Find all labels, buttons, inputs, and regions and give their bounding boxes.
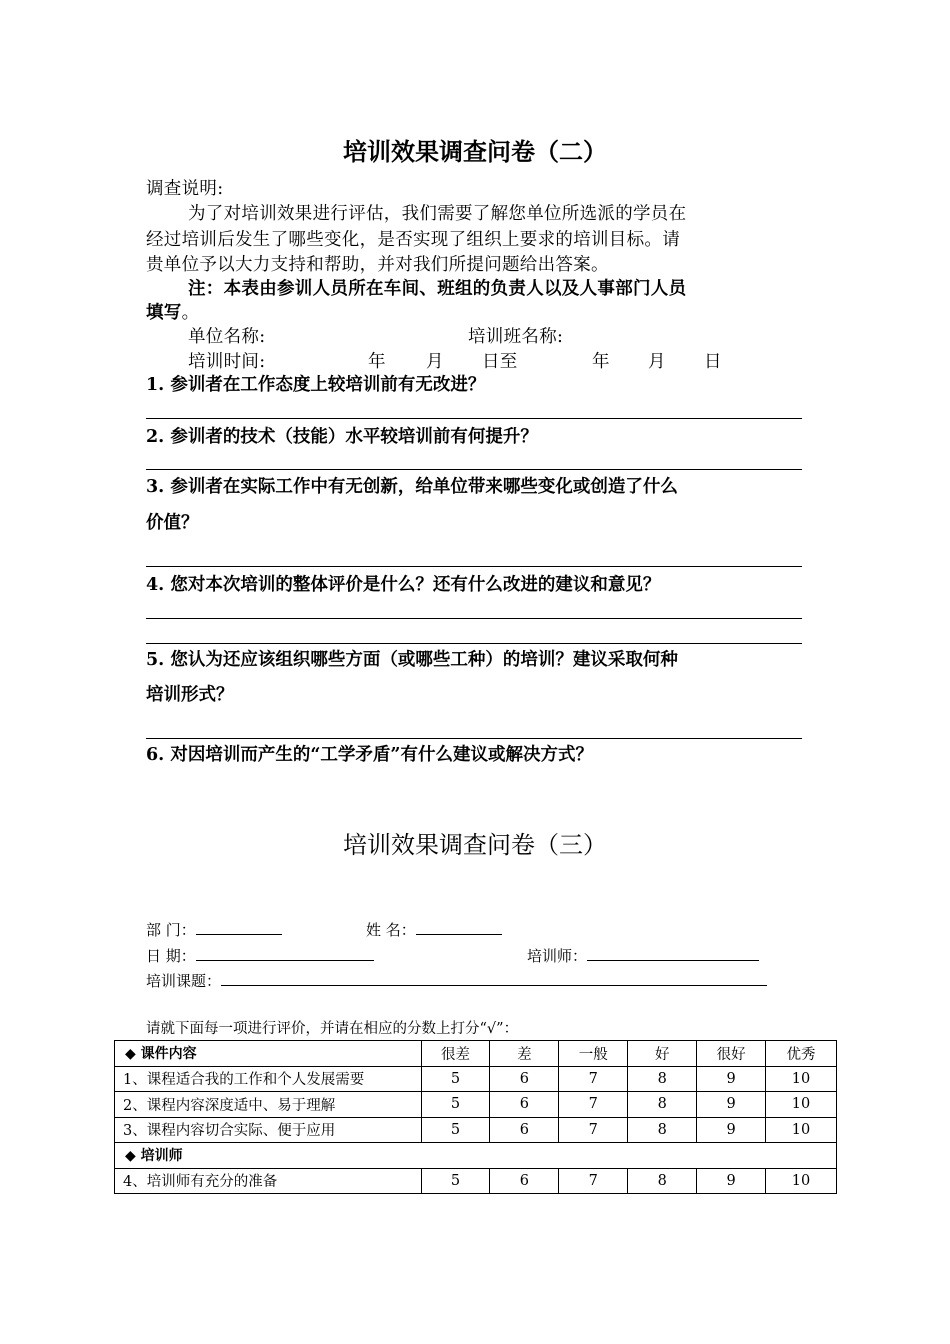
score-cell[interactable]: 9 <box>697 1117 766 1143</box>
score-cell[interactable]: 10 <box>766 1066 837 1092</box>
class-name-label: 培训班名称: <box>468 327 564 347</box>
score-cell[interactable]: 5 <box>421 1117 490 1143</box>
score-cell[interactable]: 7 <box>559 1117 628 1143</box>
topic-label: 培训课题： <box>146 972 222 990</box>
year-label: 年 <box>368 352 386 372</box>
score-cell[interactable]: 8 <box>628 1092 697 1118</box>
name-field[interactable] <box>416 918 502 935</box>
header-good: 好 <box>628 1041 697 1067</box>
training-time-label: 培训时间: <box>188 352 266 372</box>
department-field[interactable] <box>196 918 282 935</box>
score-cell[interactable]: 8 <box>628 1117 697 1143</box>
score-cell[interactable]: 7 <box>559 1168 628 1194</box>
table-row <box>115 1092 837 1118</box>
section-courseware: ◆ 课件内容 <box>115 1041 422 1067</box>
row-label: 4、培训师有充分的准备 <box>115 1168 422 1194</box>
question-6: 6. 对因培训而产生的“工学矛盾”有什么建议或解决方式？ <box>146 745 593 765</box>
date-label: 日 期： <box>146 947 196 965</box>
row-label: 1、课程适合我的工作和个人发展需要 <box>115 1066 422 1092</box>
score-cell[interactable]: 6 <box>490 1092 559 1118</box>
score-cell[interactable]: 9 <box>697 1168 766 1194</box>
header-excellent: 优秀 <box>766 1041 837 1067</box>
survey2-title: 培训效果调查问卷（二） <box>343 138 607 166</box>
question-5-line-2: 培训形式？ <box>146 685 234 705</box>
question-2: 2. 参训者的技术（技能）水平较培训前有何提升？ <box>146 427 538 447</box>
intro-line-2: 经过培训后发生了哪些变化，是否实现了组织上要求的培训目标。请 <box>146 230 680 250</box>
table-row <box>115 1168 837 1194</box>
score-cell[interactable]: 8 <box>628 1168 697 1194</box>
name-label: 姓 名： <box>366 921 416 939</box>
header-poor: 差 <box>490 1041 559 1067</box>
answer-line-4a[interactable] <box>146 618 802 619</box>
score-cell[interactable]: 10 <box>766 1117 837 1143</box>
row-label: 3、课程内容切合实际、便于应用 <box>115 1117 422 1143</box>
score-cell[interactable]: 10 <box>766 1168 837 1194</box>
header-very-poor: 很差 <box>421 1041 490 1067</box>
table-row <box>115 1066 837 1092</box>
section-row <box>115 1143 837 1169</box>
score-cell[interactable]: 6 <box>490 1066 559 1092</box>
day-label-2: 日 <box>704 352 722 372</box>
note-line-2-end: 。 <box>181 303 200 323</box>
score-cell[interactable]: 9 <box>697 1092 766 1118</box>
score-cell[interactable]: 8 <box>628 1066 697 1092</box>
score-cell[interactable]: 5 <box>421 1168 490 1194</box>
day-to-label: 日至 <box>482 352 518 372</box>
header-very-good: 很好 <box>697 1041 766 1067</box>
topic-field[interactable] <box>221 969 767 986</box>
score-cell[interactable]: 10 <box>766 1092 837 1118</box>
question-1: 1. 参训者在工作态度上较培训前有无改进？ <box>146 375 486 395</box>
score-cell[interactable]: 9 <box>697 1066 766 1092</box>
survey3-title: 培训效果调查问卷（三） <box>343 831 607 859</box>
score-cell[interactable]: 7 <box>559 1066 628 1092</box>
note-line-2: 填写 <box>146 303 182 323</box>
rating-instruction: 请就下面每一项进行评价，并请在相应的分数上打分“√”： <box>146 1021 519 1037</box>
question-4: 4. 您对本次培训的整体评价是什么？还有什么改进的建议和意见？ <box>146 575 661 595</box>
row-label: 2、课程内容深度适中、易于理解 <box>115 1092 422 1118</box>
table-header-row <box>115 1041 837 1067</box>
question-3-line-2: 价值？ <box>146 513 199 533</box>
intro-line-1: 为了对培训效果进行评估，我们需要了解您单位所选派的学员在 <box>188 204 687 224</box>
department-label: 部 门： <box>146 921 196 939</box>
month-label: 月 <box>426 352 444 372</box>
intro-heading: 调查说明: <box>146 179 224 199</box>
answer-line-1[interactable] <box>146 418 802 419</box>
section-trainer: ◆ 培训师 <box>115 1143 837 1169</box>
score-cell[interactable]: 6 <box>490 1117 559 1143</box>
header-average: 一般 <box>559 1041 628 1067</box>
table-row <box>115 1117 837 1143</box>
question-3-line-1: 3. 参训者在实际工作中有无创新，给单位带来哪些变化或创造了什么 <box>146 477 678 497</box>
answer-line-3[interactable] <box>146 566 802 567</box>
month-label-2: 月 <box>648 352 666 372</box>
trainer-field[interactable] <box>587 944 759 961</box>
question-5-line-1: 5. 您认为还应该组织哪些方面（或哪些工种）的培训？建议采取何种 <box>146 650 678 670</box>
score-cell[interactable]: 7 <box>559 1092 628 1118</box>
trainer-label: 培训师： <box>527 947 588 965</box>
score-cell[interactable]: 5 <box>421 1066 490 1092</box>
year-label-2: 年 <box>592 352 610 372</box>
rating-table <box>114 1040 837 1194</box>
note-line-1: 注：本表由参训人员所在车间、班组的负责人以及人事部门人员 <box>188 279 687 299</box>
score-cell[interactable]: 6 <box>490 1168 559 1194</box>
date-field[interactable] <box>196 944 374 961</box>
intro-line-3: 贵单位予以大力支持和帮助，并对我们所提问题给出答案。 <box>146 255 609 275</box>
score-cell[interactable]: 5 <box>421 1092 490 1118</box>
unit-name-label: 单位名称: <box>188 327 266 347</box>
